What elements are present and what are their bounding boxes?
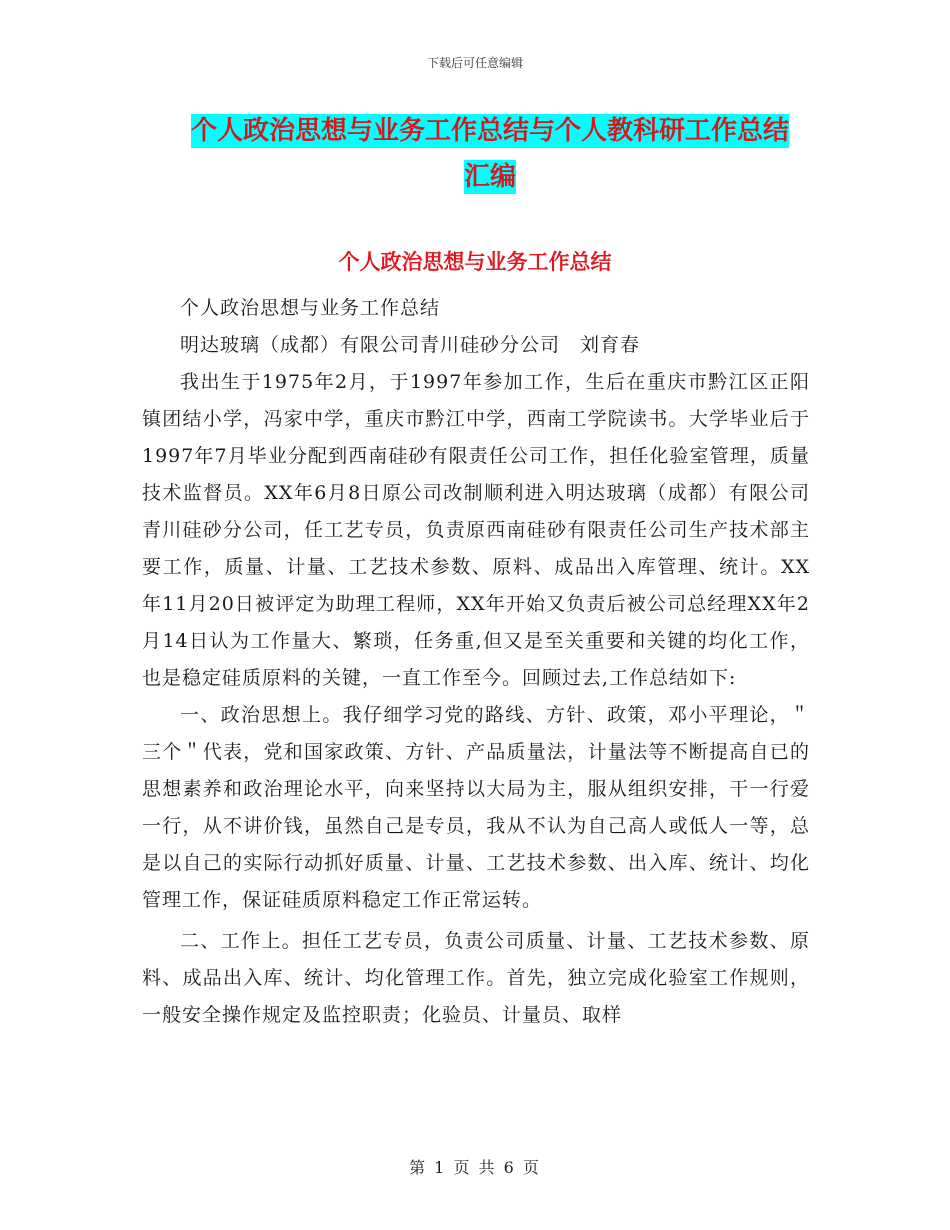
main-title-line1: 个人政治思想与业务工作总结与个人教科研工作总结 <box>190 116 789 146</box>
paragraph-work: 二、工作上。担任工艺专员，负责公司质量、计量、工艺技术参数、原料、成品出入库、统计、均化管理工作。首先，独立完成化验室工作规则，一般安全操作规定及监控职责；化验员、计量员、取样 <box>142 930 810 1026</box>
header-note: 下载后可任意编辑 <box>426 56 523 70</box>
paragraph-subtitle: 个人政治思想与业务工作总结 <box>180 297 441 319</box>
main-title-line2: 汇编 <box>463 162 516 192</box>
document-body <box>142 290 810 1034</box>
section-title: 个人政治思想与业务工作总结 <box>338 250 612 274</box>
paragraph-author: 明达玻璃（成都）有限公司青川硅砂分公司 刘育春 <box>180 334 641 356</box>
paragraph-intro: 我出生于1975年2月，于1997年参加工作，生后在重庆市黔江区正阳镇团结小学，冯家中学，重庆市黔江中学，西南工学院读书。大学毕业后于1997年7月毕业分配到西南硅砂有限责任公司工作，担任化验室管理，质量技术监督员。XX年6月8日原公司改制顺利进入明达玻璃（成都）有限公司青川硅砂分公司，任工艺专员，负责原西南硅砂有限责任公司生产技术部主要工作，质量、计量、工艺技术参数、原料、成品出入库管理、统计。XX年11月20日被评定为助理工程师，XX年开始又负责后被公司总经理XX年2月14日认为工作量大、繁琐，任务重,但又是至关重要和关键的均化工作，也是稳定硅质原料的关键，一直工作至今。回顾过去,工作总结如下: <box>142 371 810 689</box>
document-main-title <box>140 108 840 200</box>
page-footer: 第 1 页 共 6 页 <box>409 1158 541 1177</box>
paragraph-political: 一、政治思想上。我仔细学习党的路线、方针、政策，邓小平理论，＂三个＂代表，党和国家政策、方针、产品质量法，计量法等不断提高自已的思想素养和政治理论水平，向来坚持以大局为主，服从组织安排，干一行爱一行，从不讲价钱，虽然自己是专员，我从不认为自己高人或低人一等，总是以自己的实际行动抓好质量、计量、工艺技术参数、出入库、统计、均化管理工作，保证硅质原料稳定工作正常运转。 <box>142 704 810 911</box>
